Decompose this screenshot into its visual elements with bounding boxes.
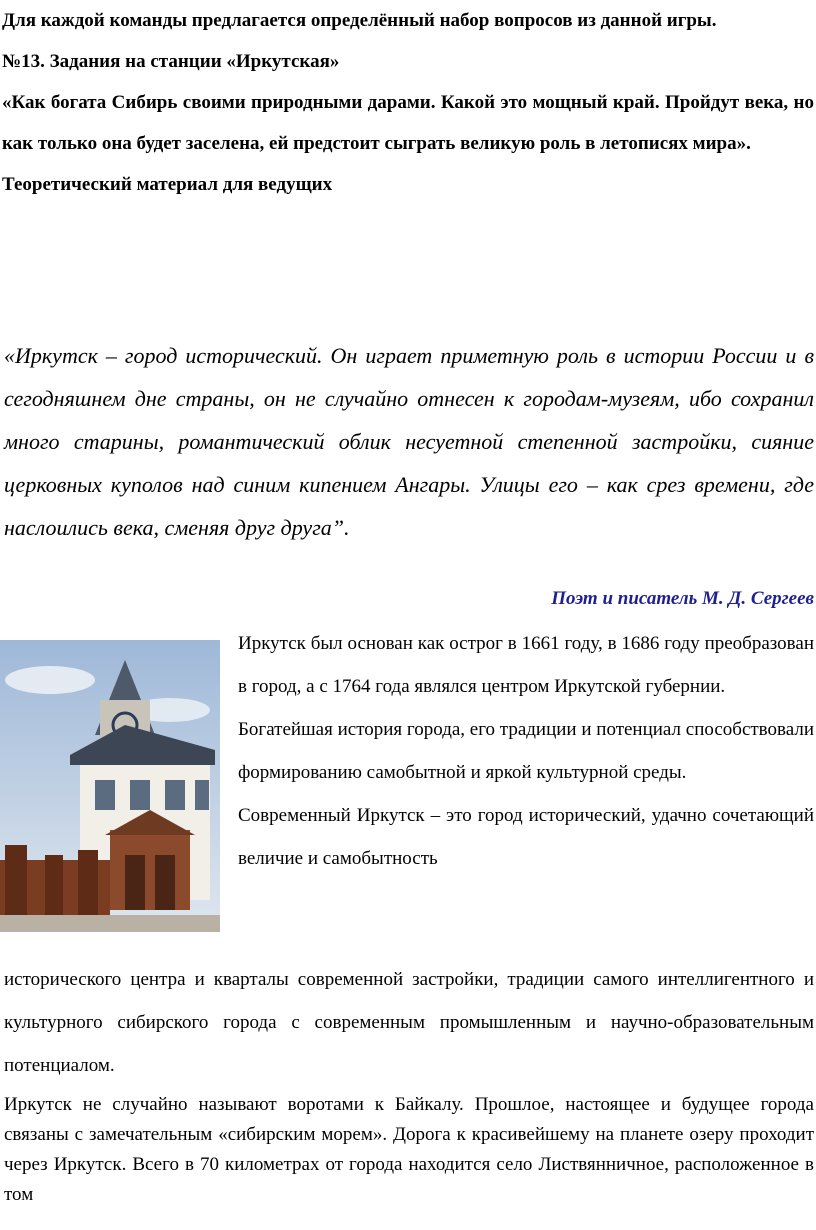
- body-baikal: [4, 1090, 814, 1210]
- wooden-house-photo: [0, 640, 220, 932]
- quote-author: Поэт и писатель М. Д. Сергеев: [551, 588, 814, 609]
- paragraph-modern-end: исторического центра и кварталы современной застройки, традиции самого интеллигентного и культурного сибирского города с современным промышленным и научно-образовательным потенциалом.: [4, 969, 814, 1076]
- quote-text: «Иркутск – город исторический. Он играет приметную роль в истории России и в сегодняшнем дне страны, он не случайно отнесен к городам-музеям, ибо сохранил много старины, романтический облик несуетной степенной застройки, сияние церковных куполов над синим кипением Ангары. Улицы его – как срез времени, где наслоились века, сменяя друг друга”.: [4, 343, 814, 540]
- intro-block: [2, 0, 814, 205]
- intro-line: Для каждой команды предлагается определённый набор вопросов из данной игры.: [2, 10, 717, 31]
- body-full-width: [4, 958, 814, 1087]
- epigraph: «Как богата Сибирь своими природными дарами. Какой это мощный край. Пройдут века, но как только она будет заселена, ей предстоит сыграть великую роль в летописях мира».: [2, 92, 814, 154]
- paragraph-history: Богатейшая история города, его традиции и потенциал способствовали формированию самобытной и яркой культурной среды.: [238, 719, 814, 783]
- section-title: Теоретический материал для ведущих: [2, 174, 333, 195]
- paragraph-baikal: Иркутск не случайно называют воротами к Байкалу. Прошлое, настоящее и будущее города связаны с замечательным «сибирским морем». Дорога к красивейшему на планете озеру проходит через Иркутск. Всего в 70 километрах от города находится село Листвянничное, расположенное в том: [4, 1094, 814, 1205]
- paragraph-modern-start: Современный Иркутск – это город исторический, удачно сочетающий величие и самобытность: [238, 805, 814, 869]
- paragraph-founding: Иркутск был основан как острог в 1661 году, в 1686 году преобразован в город, а с 1764 года являлся центром Иркутской губернии.: [238, 633, 814, 697]
- body-right-column: [238, 622, 814, 880]
- task-title: №13. Задания на станции «Иркутская»: [2, 51, 340, 72]
